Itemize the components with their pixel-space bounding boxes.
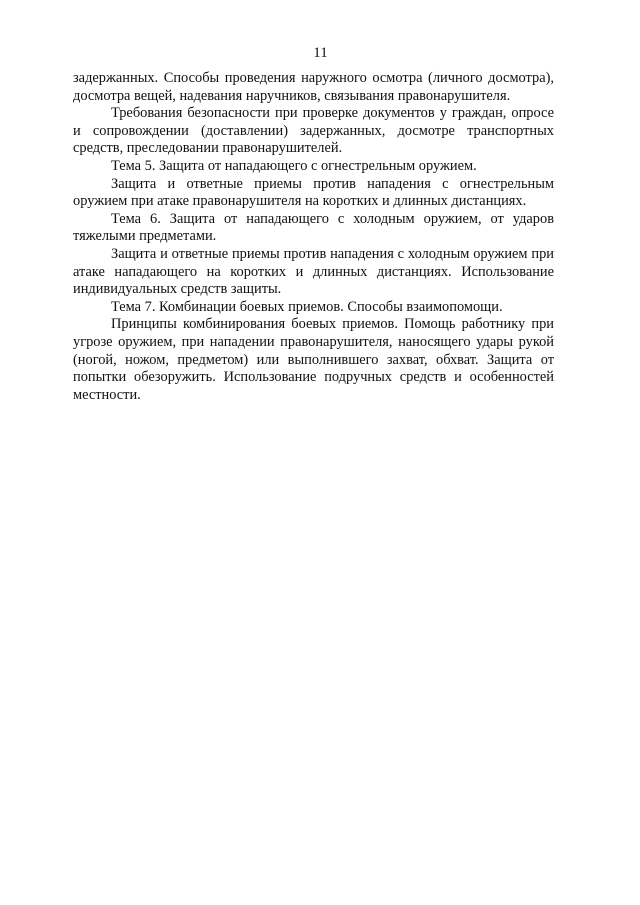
topic-7-heading: Тема 7. Комбинации боевых приемов. Способы взаимопомощи. — [111, 298, 503, 315]
page-number: 11 — [313, 45, 328, 61]
paragraph-1: задержанных. Способы проведения наружного осмотра (личного досмотра), досмотра вещей, надевания наручников, связывания правонарушителя. — [73, 70, 554, 104]
paragraph-2: Требования безопасности при проверке документов у граждан, опросе и сопровождении (доставлении) задержанных, досмотре транспортных средств, преследовании правонарушителей. — [73, 105, 554, 157]
paragraph-6: Защита и ответные приемы против нападения с холодным оружием при атаке нападающего на коротких и длинных дистанциях. Использование индивидуальных средств защиты. — [73, 245, 554, 298]
paragraph-8: Принципы комбинирования боевых приемов. Помощь работнику при угрозе оружием, при нападении правонарушителя, наносящего удары рукой (ногой, ножом, предметом) или выполнившего захват, обхват. Защита от попытки обезоружить. Использование подручных средств и особенностей местности. — [73, 316, 554, 403]
paragraph-4: Защита и ответные приемы против нападения с огнестрельным оружием при атаке правонарушителя на коротких и длинных дистанциях. — [73, 175, 554, 210]
topic-6-heading: Тема 6. Защита от нападающего с холодным оружием, от ударов тяжелыми предметами. — [73, 210, 554, 245]
topic-5-heading: Тема 5. Защита от нападающего с огнестрельным оружием. — [111, 157, 477, 174]
